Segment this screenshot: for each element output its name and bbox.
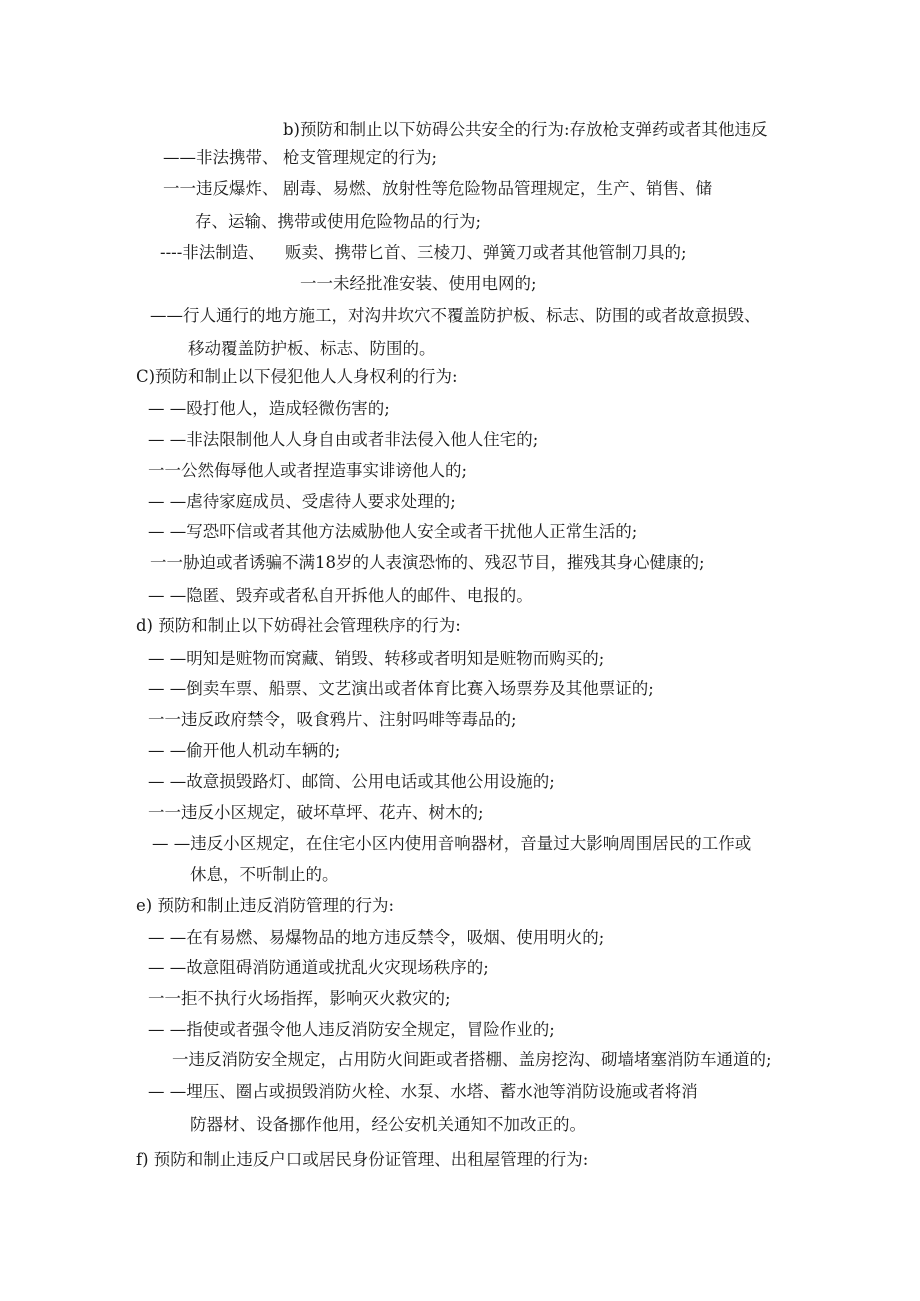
section-d-heading: d) 预防和制止以下妨碍社会管理秩序的行为: — [136, 616, 461, 635]
section-d-item: — —故意损毁路灯、邮筒、公用电话或其他公用设施的; — [148, 772, 555, 791]
section-c-item: 一一公然侮辱他人或者捏造事实诽谤他人的; — [148, 461, 468, 480]
section-e-heading: e) 预防和制止违反消防管理的行为: — [136, 896, 395, 915]
section-d-item: — —偷开他人机动车辆的; — [148, 741, 341, 760]
section-b-item5-cont: 移动覆盖防护板、标志、防围的。 — [188, 339, 436, 358]
section-e-item: — —指使或者强令他人违反消防安全规定，冒险作业的; — [148, 1020, 555, 1039]
section-e-item: 一一拒不执行火场指挥，影响灭火救灾的; — [148, 989, 451, 1008]
section-b-item5: ——行人通行的地方施工，对沟井坎穴不覆盖防护板、标志、防围的或者故意损毁、 — [150, 306, 761, 325]
section-f-heading: f) 预防和制止违反户口或居民身份证管理、出租屋管理的行为: — [136, 1150, 589, 1169]
section-d-item: — —明知是赃物而窝藏、销毁、转移或者明知是赃物而购买的; — [148, 649, 605, 668]
section-c-heading: C)预防和制止以下侵犯他人人身权利的行为: — [136, 367, 458, 386]
section-c-item: — —殴打他人，造成轻微伤害的; — [148, 399, 390, 418]
section-e-item: 一违反消防安全规定，占用防火间距或者搭棚、盖房挖沟、砌墙堵塞消防车通道的; — [172, 1050, 772, 1069]
section-d-item: — —倒卖车票、船票、文艺演出或者体育比赛入场票券及其他票证的; — [148, 679, 654, 698]
section-c-item: — —隐匿、毁弃或者私自开拆他人的邮件、电报的。 — [148, 586, 533, 605]
section-d-last-cont: 休息，不听制止的。 — [190, 865, 339, 884]
section-b-item2-text: 剧毒、易燃、放射性等危险物品管理规定，生产、销售、储 — [283, 179, 712, 198]
section-c-item: 一一胁迫或者诱骗不满18岁的人表演恐怖的、残忍节目，摧残其身心健康的; — [150, 553, 705, 572]
section-c-item: — —虐待家庭成员、受虐待人要求处理的; — [148, 492, 456, 511]
section-d-item: 一一违反政府禁令，吸食鸦片、注射吗啡等毒品的; — [148, 710, 517, 729]
section-b-item4: 一一未经批准安装、使用电网的; — [300, 274, 537, 293]
section-b-item2-cont: 存、运输、携带或使用危险物品的行为; — [195, 212, 482, 231]
section-b-item1-text: 枪支管理规定的行为; — [283, 148, 438, 167]
section-d-item: 一一违反小区规定，破坏草坪、花卉、树木的; — [148, 803, 484, 822]
section-d-item: — —违反小区规定，在住宅小区内使用音响器材，音量过大影响周围居民的工作或 — [152, 834, 752, 853]
section-b-item1-prefix: ——非法携带、 — [163, 148, 279, 167]
section-e-item: — —埋压、圈占或损毁消防火栓、水泵、水塔、蓄水池等消防设施或者将消 — [148, 1082, 698, 1101]
section-e-last-cont: 防器材、设备挪作他用，经公安机关通知不加改正的。 — [190, 1115, 586, 1134]
section-c-item: — —非法限制他人人身自由或者非法侵入他人住宅的; — [148, 430, 539, 449]
section-b-heading: b)预防和制止以下妨碍公共安全的行为:存放枪支弹药或者其他违反 — [283, 120, 768, 139]
section-c-item: — —写恐吓信或者其他方法威胁他人安全或者干扰他人正常生活的; — [148, 522, 638, 541]
section-e-item: — —故意阻碍消防通道或扰乱火灾现场秩序的; — [148, 958, 489, 977]
section-b-item3-prefix: ----非法制造、 — [160, 243, 265, 262]
section-b-item3-text: 贩卖、携带匕首、三棱刀、弹簧刀或者其他管制刀具的; — [285, 243, 687, 262]
section-e-item: — —在有易燃、易爆物品的地方违反禁令，吸烟、使用明火的; — [148, 928, 605, 947]
section-b-item2-prefix: 一一违反爆炸、 — [163, 179, 279, 198]
